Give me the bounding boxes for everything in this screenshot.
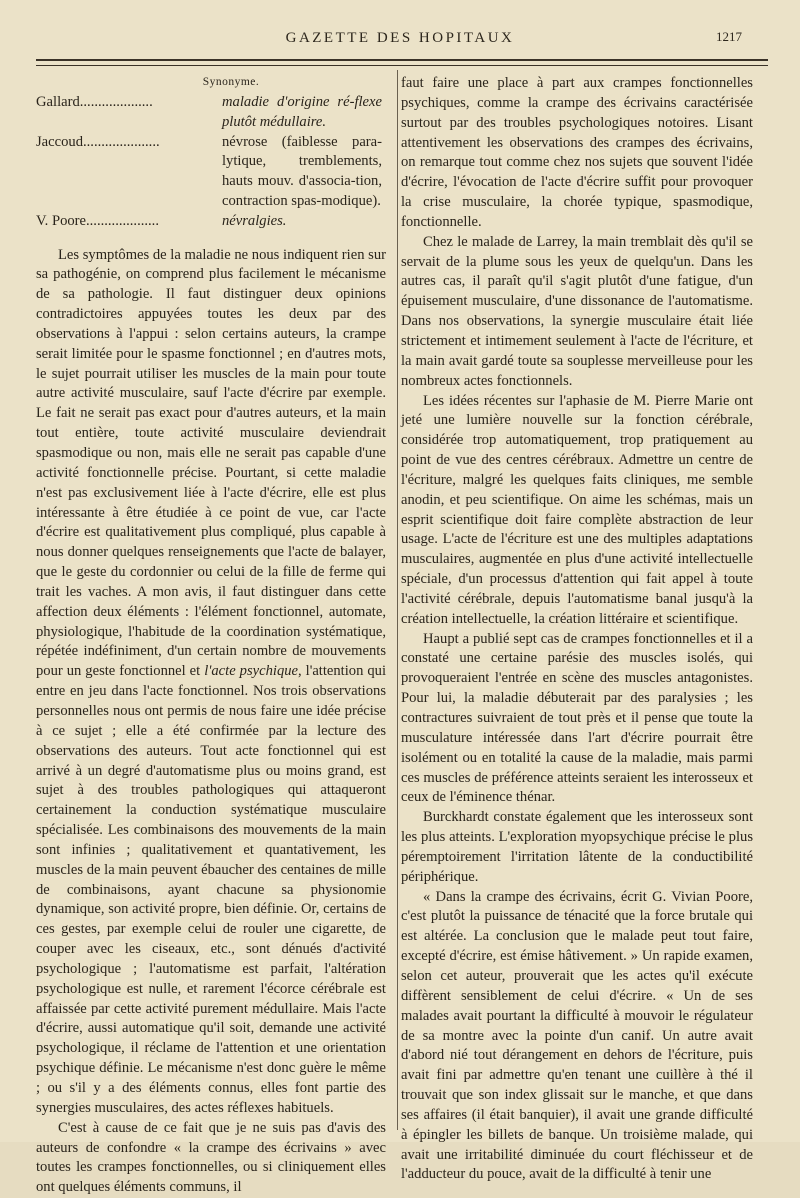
header-rule-thick [36, 59, 768, 61]
synonym-description: névrose (faiblesse para-lytique, tremblements, hauts mouv. d'associa-tion, contraction spas-modique). [222, 133, 382, 209]
header-rule-thin [36, 65, 768, 66]
paragraph: Burckhardt constate également que les interosseux sont les plus atteints. L'exploration myopsychique précise le plus péremptoirement l'irritation lâtente de la conductibilité périphérique. [401, 809, 753, 885]
paragraph [36, 246, 386, 1119]
synonym-author: Jaccoud..................... [36, 133, 160, 150]
paragraph: Les idées récentes sur l'aphasie de M. Pierre Marie ont jeté une lumière nouvelle sur la fonction cérébrale, considérée trop automatiquement, trop pratiquement au point de vue des centres cérébraux. Admettre un centre de l'écriture, malgré les quelques faits cliniques, me semble anodin, et peu scientifique. On aime les schémas, mais un esprit scientifique doit faire complète abstraction de leur usage. L'acte de l'écriture est une des multiples adaptations musculaires, augmentée en plus d'une activité intellectuelle spéciale, d'un processus d'attention qui fait appel à toute l'activité cérébrale, depuis l'automatisme banal jusqu'à la création intellectuelle, la création littéraire et scientifique. [401, 392, 753, 627]
synonym-author: V. Poore.................... [36, 212, 159, 229]
italic-term: l'acte psychique [204, 663, 299, 680]
synonym-row [36, 212, 386, 232]
column-divider [397, 70, 398, 1130]
paragraph: « Dans la crampe des écrivains, écrit G. Vivian Poore, c'est plutôt la puissance de ténacité que la force brutale qui est altérée. La conclusion que le malade peut tout faire, excepté d'écrire, est émise hâtivement. » Un rapide examen, selon cet auteur, prouverait que les actes qu'il exécute diffèrent sensiblement de celui d'écrire. « Un de ses malades avait pourtant la difficulté à mouvoir le régulateur de sa montre avec la pointe d'un canif. Un autre avait d'abord nié tout dérangement en dehors de l'écriture, puis avait fini par admettre qu'en tenant une cuillère à thé il trouvait que son index glissait sur le manche, et que dans ses affaires (il était banquier), il avait une grande difficulté à épingler les billets de banque. Un troisième malade, qui avait une irritabilité diminuée du court fléchisseur et de l'adducteur du pouce, avait de la difficulté à tenir une [401, 888, 753, 1183]
running-header: GAZETTE DES HOPITAUX [285, 30, 515, 46]
page-number: 1217 [716, 29, 742, 44]
synonym-description: névralgies. [222, 212, 287, 229]
synonym-description: maladie d'origine ré-flexe plutôt médullaire. [222, 94, 382, 130]
paragraph: Haupt a publié sept cas de crampes fonctionnelles et il a constaté une certaine parésie des muscles isolés, qui provoqueraient l'entrée en scène des muscles antagonistes. Pour lui, la maladie débuterait par des paralysies ; les contractures suivraient de tout près et il pense que toute la musculature intéressée dans l'art d'écrire pourrait être isolément ou en totalité la cause de la maladie, mais parmi ces muscles de préférence atteints seraient les interosseux et ceux de l'éminence thénar. [401, 630, 753, 806]
paragraph: Chez le malade de Larrey, la main tremblait dès qu'il se servait de la plume sous les yeux de quelqu'un. Dans les autres cas, il paraît qu'il s'agit plutôt d'une fatigue, d'un épuisement musculaire, d'une dissonance de l'automatisme. Dans nos observations, la synergie musculaire était liée strictement et intimement seulement à l'acte de l'écriture, et la main avait gardé toute sa souplesse merveilleuse pour les nombreux actes fonctionnels. [401, 233, 753, 389]
synonyms-title: Synonyme. [202, 76, 260, 88]
paragraph-text: Les symptômes de la maladie ne nous indiquent rien sur sa pathogénie, on comprend plus facilement le mécanisme de sa pathologie. Il faut distinguer deux opinions contradictoires appuyées toutes les deux par des observations à l'appui : selon certains auteurs, la crampe serait limitée pour le spasme fonctionnel ; en d'autres mots, le sujet pourrait utiliser les muscles de la main pour toute autre activité musculaire, sauf l'acte d'écrire par exemple. Le fait ne serait pas exact pour d'autres auteurs, et la main tout entière, toute activité musculaire deviendrait spasmodique ou non, mais elle ne serait pas capable d'une activité fonctionnelle précise. Pourtant, si cette maladie n'est pas exclusivement liée à l'acte d'écrire, elle est plus intéressante à être étudiée à ce point de vue, car l'acte d'écrire est qualitativement plus compliqué, plus capable à nous donner quelques renseignements que l'acte de balayer, que le geste du cordonnier ou celui de la fille de ferme qui trait les vaches. A mon avis, il faut distinguer dans cette affection deux éléments : l'élément fonctionnel, automate, physiologique, l'habitude de la coordination systématique, répétée indéfiniment, d'un certain nombre de mouvements pour un geste fonctionnel et [36, 246, 386, 680]
paragraph-text: , l'attention qui entre en jeu dans l'acte fonctionnel. Nos trois observations personnelles nous ont permis de nous faire une idée précise à ce sujet ; elle a été confirmée par la lecture des observations des auteurs. Tout acte fonctionnel qui est arrivé à un degré d'automatisme plus ou moins grand, est sujet à des troubles pathologiques qui attaqueront certainement la conduction systématique musculaire spécialisée. Les combinaisons des mouvements de la main sont infinies ; qualitativement et quantativement, les muscles de la main peuvent ébaucher des centaines de mille de combinaisons, ayant chacune sa physionomie dynamique, son activité propre, bien définie. Or, certains de ces gestes, par exemple celui de rouler une cigarette, de couper avec les ciseaux, etc., sont dénués d'activité psychologique ; l'automatisme est parfait, l'altération psychologique est nulle, et rarement l'écorce cérébrale est affaissée par cette activité purement médullaire. Mais l'acte d'écrire, aussi automatique qu'il soit, demande une activité psychologique, il réclame de l'attention et une orientation psychique définie. Le mécanisme n'est donc guère le même ; ou s'il y a des éléments connus, elles font partie des synergies musculaires, des actes réflexes habituels. [36, 663, 387, 1116]
synonyms-table [36, 93, 386, 232]
paragraph-continued: faut faire une place à part aux crampes fonctionnelles psychiques, comme la crampe des écrivains caractérisée surtout par des troubles psychologiques notoires. Lisant attentivement les observations des crampes des écrivains, on remarque tout comme chez nos sujets que souvent l'idée d'écrire, l'évocation de l'acte d'écrire suffit pour provoquer la crise musculaire, la chorée typique, spasmodique, fonctionnelle. [401, 75, 753, 230]
right-column [401, 74, 753, 1185]
synonym-row [36, 93, 386, 133]
paragraph: C'est à cause de ce fait que je ne suis pas d'avis des auteurs de confondre « la crampe des écrivains » avec toutes les crampes fonctionnelles, ou si cliniquement elles ont quelques éléments communs, il [36, 1119, 386, 1196]
left-column [36, 74, 386, 1198]
synonym-row [36, 133, 386, 212]
synonym-author: Gallard.................... [36, 94, 153, 110]
